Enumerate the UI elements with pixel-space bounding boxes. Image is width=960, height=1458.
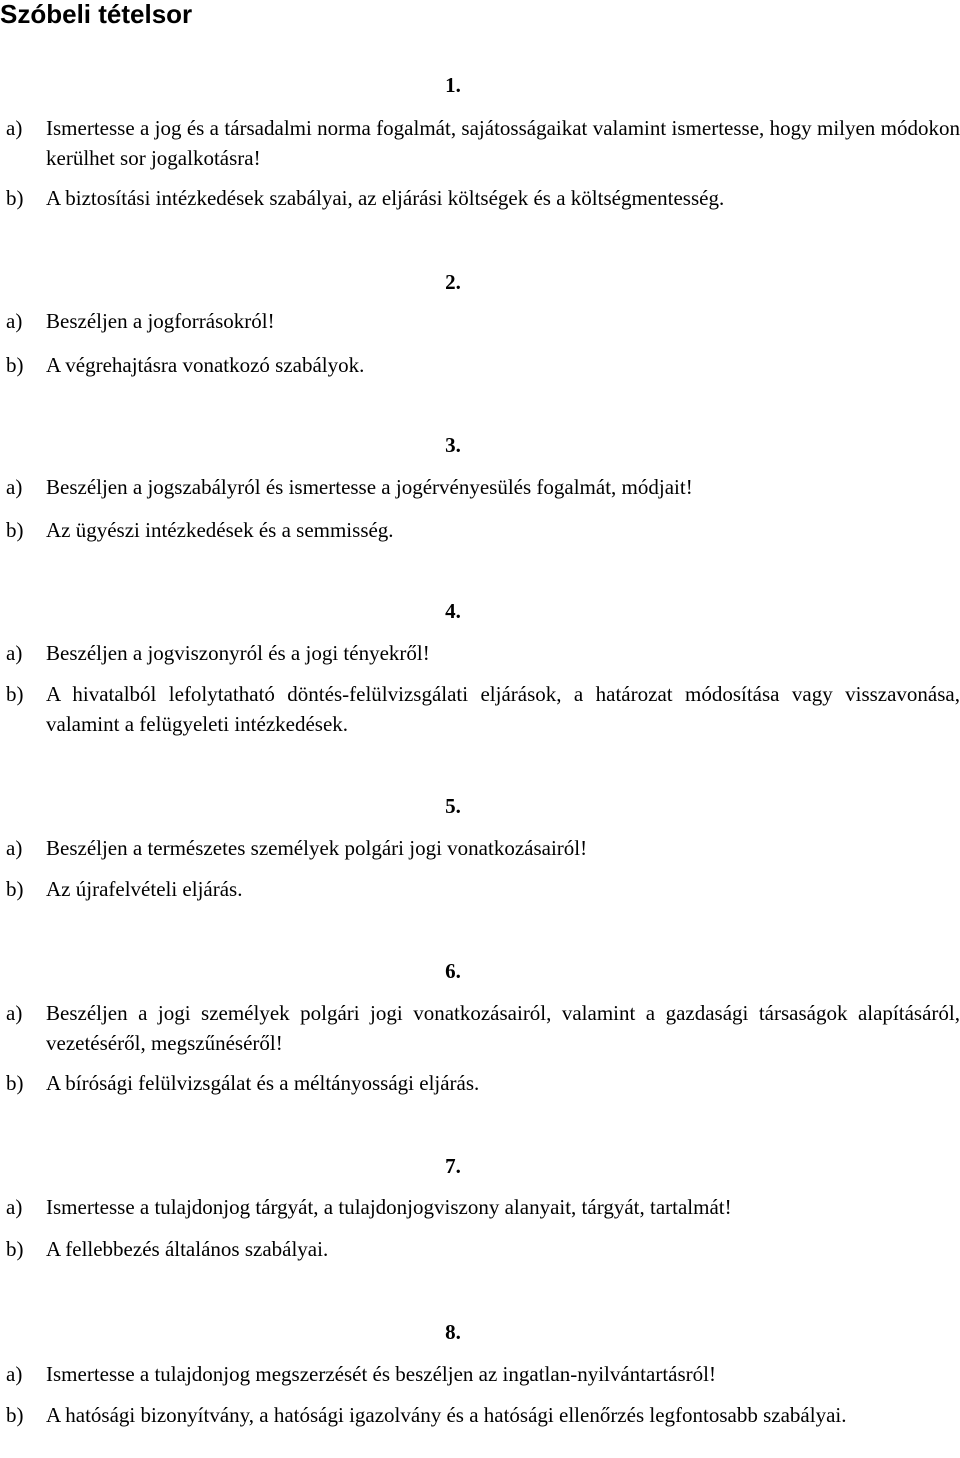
item-b-marker: b)	[6, 353, 24, 377]
item-b-marker: b)	[6, 1237, 24, 1261]
item-b	[0, 1068, 960, 1098]
item-number: 8.	[445, 1320, 461, 1344]
item-a-text: Beszéljen a természetes személyek polgári jogi vonatkozásairól!	[46, 836, 588, 860]
item-number: 4.	[445, 599, 461, 623]
item-a-marker: a)	[6, 116, 23, 140]
item-a	[0, 1192, 960, 1222]
item-a	[0, 306, 960, 336]
item-number: 3.	[445, 433, 461, 457]
item-a	[0, 472, 960, 502]
item-b-text: A bírósági felülvizsgálat és a méltányossági eljárás.	[46, 1071, 480, 1095]
item-a	[0, 1359, 960, 1389]
item-b-marker: b)	[6, 186, 24, 210]
item-b-text: A fellebbezés általános szabályai.	[46, 1237, 329, 1261]
item-number: 2.	[445, 270, 461, 294]
item-a-marker: a)	[6, 1195, 23, 1219]
item-b	[0, 874, 960, 904]
item-a-text: Ismertesse a tulajdonjog megszerzését és beszéljen az ingatlan-nyilvántartásról!	[46, 1362, 716, 1386]
item-b-marker: b)	[6, 1071, 24, 1095]
item-b-marker: b)	[6, 518, 24, 542]
item-a-text: Beszéljen a jogforrásokról!	[46, 309, 275, 333]
item-b-text: Az ügyészi intézkedések és a semmisség.	[46, 518, 394, 542]
item-number: 6.	[445, 959, 461, 983]
item-b-text: Az újrafelvételi eljárás.	[46, 877, 243, 901]
item-a-marker: a)	[6, 641, 23, 665]
item-a-marker: a)	[6, 836, 23, 860]
item-a-marker: a)	[6, 1362, 23, 1386]
item-b-marker: b)	[6, 877, 24, 901]
item-a-marker: a)	[6, 1001, 23, 1025]
item-a	[0, 638, 960, 668]
item-a-text: Ismertesse a jog és a társadalmi norma fogalmát, sajátosságaikat valamint ismertesse, hogy milyen módokon kerülhet sor jogalkotásra!	[46, 116, 960, 170]
item-a-text: Beszéljen a jogi személyek polgári jogi vonatkozásairól, valamint a gazdasági társaságok alapításáról, vezetéséről, megszűnéséről!	[46, 1001, 960, 1055]
item-b-text: A biztosítási intézkedések szabályai, az eljárási költségek és a költségmentesség.	[46, 186, 725, 210]
item-b	[0, 1234, 960, 1264]
item-b-marker: b)	[6, 682, 24, 706]
item-b-text: A hatósági bizonyítvány, a hatósági igazolvány és a hatósági ellenőrzés legfontosabb szabályai.	[46, 1403, 847, 1427]
item-b-text: A hivatalból lefolytatható döntés-felülvizsgálati eljárások, a határozat módosítása vagy visszavonása, valamint a felügyeleti intézkedések.	[46, 682, 960, 736]
item-a	[0, 998, 960, 1058]
item-b	[0, 1400, 960, 1430]
item-number: 1.	[445, 73, 461, 97]
item-b-marker: b)	[6, 1403, 24, 1427]
page-title: Szóbeli tételsor	[0, 0, 193, 29]
item-a-marker: a)	[6, 475, 23, 499]
item-b	[0, 515, 960, 545]
item-number: 7.	[445, 1154, 461, 1178]
item-a-text: Beszéljen a jogszabályról és ismertesse a jogérvényesülés fogalmát, módjait!	[46, 475, 693, 499]
item-number: 5.	[445, 794, 461, 818]
item-b	[0, 679, 960, 739]
item-b	[0, 350, 960, 380]
item-a-marker: a)	[6, 309, 23, 333]
item-b	[0, 183, 960, 213]
item-a	[0, 113, 960, 173]
item-a	[0, 833, 960, 863]
item-a-text: Ismertesse a tulajdonjog tárgyát, a tulajdonjogviszony alanyait, tárgyát, tartalmát!	[46, 1195, 732, 1219]
item-b-text: A végrehajtásra vonatkozó szabályok.	[46, 353, 365, 377]
item-a-text: Beszéljen a jogviszonyról és a jogi tényekről!	[46, 641, 430, 665]
